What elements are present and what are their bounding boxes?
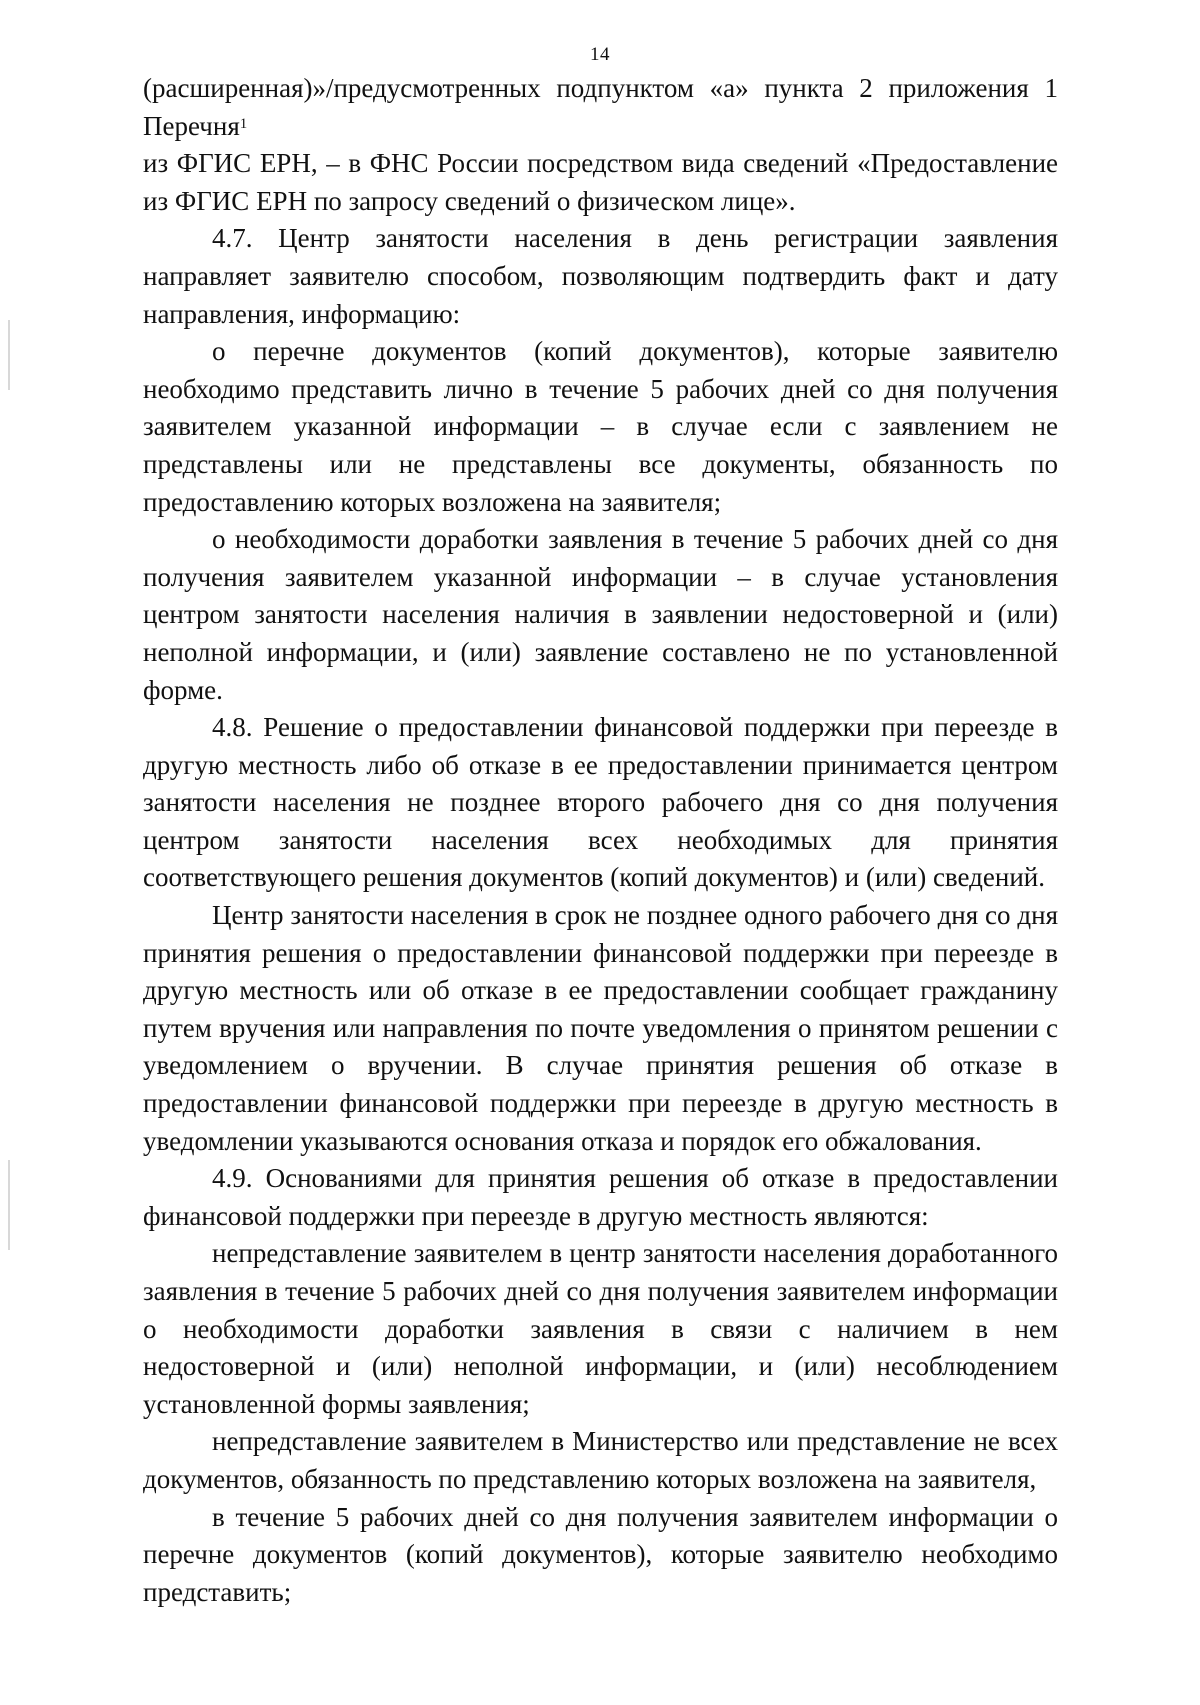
- scan-edge-mark: [8, 320, 10, 390]
- paragraph: Центр занятости населения в срок не позднее одного рабочего дня со дня принятия решения о предоставлении финансовой поддержки при переезде в другую местность или об отказе в ее предоставлении сообщает гражданину путем вручения или направления по почте уведомления о принятом решении с уведомлением о вручении. В случае принятия решения об отказе в предоставлении финансовой поддержки при переезде в другую местность в уведомлении указываются основания отказа и порядок его обжалования.: [143, 900, 1058, 1156]
- paragraph-text: (расширенная)»/предусмотренных подпунктом «а» пункта 2 приложения 1 Перечня: [143, 73, 1058, 141]
- paragraph: из ФГИС ЕРН, – в ФНС России посредством вида сведений «Предоставление из ФГИС ЕРН по запросу сведений о физическом лице».: [143, 148, 1058, 216]
- paragraph: 4.8. Решение о предоставлении финансовой поддержки при переезде в другую местность либо об отказе в ее предоставлении принимается центром занятости населения не позднее второго рабочего дня со дня получения центром занятости населения всех необходимых для принятия соответствующего решения документов (копий документов) и (или) сведений.: [143, 712, 1058, 893]
- page-number: 14: [590, 44, 610, 65]
- document-body: [143, 70, 1058, 1611]
- paragraph: 4.9. Основаниями для принятия решения об отказе в предоставлении финансовой поддержки при переезде в другую местность являются:: [143, 1163, 1058, 1231]
- footnote-marker: 1: [239, 115, 248, 132]
- paragraph: 4.7. Центр занятости населения в день регистрации заявления направляет заявителю способом, позволяющим подтвердить факт и дату направления, информацию:: [143, 223, 1058, 329]
- scan-edge-mark: [8, 1160, 10, 1250]
- paragraph: в течение 5 рабочих дней со дня получения заявителем информации о перечне документов (копий документов), которые заявителю необходимо представить;: [143, 1501, 1058, 1607]
- paragraph: непредставление заявителем в Министерство или представление не всех документов, обязанность по представлению которых возложена на заявителя,: [143, 1426, 1058, 1494]
- paragraph: непредставление заявителем в центр занятости населения доработанного заявления в течение 5 рабочих дней со дня получения заявителем информации о необходимости доработки заявления в связи с наличием в нем недостоверной и (или) неполной информации, и (или) несоблюдением установленной формы заявления;: [143, 1238, 1058, 1419]
- paragraph: [143, 70, 1058, 145]
- paragraph: о необходимости доработки заявления в течение 5 рабочих дней со дня получения заявителем указанной информации – в случае установления центром занятости населения наличия в заявлении недостоверной и (или) неполной информации, и (или) заявление составлено не по установленной форме.: [143, 524, 1058, 705]
- paragraph: о перечне документов (копий документов), которые заявителю необходимо представить лично в течение 5 рабочих дней со дня получения заявителем указанной информации – в случае если с заявлением не представлены или не представлены все документы, обязанность по предоставлению которых возложена на заявителя;: [143, 336, 1058, 517]
